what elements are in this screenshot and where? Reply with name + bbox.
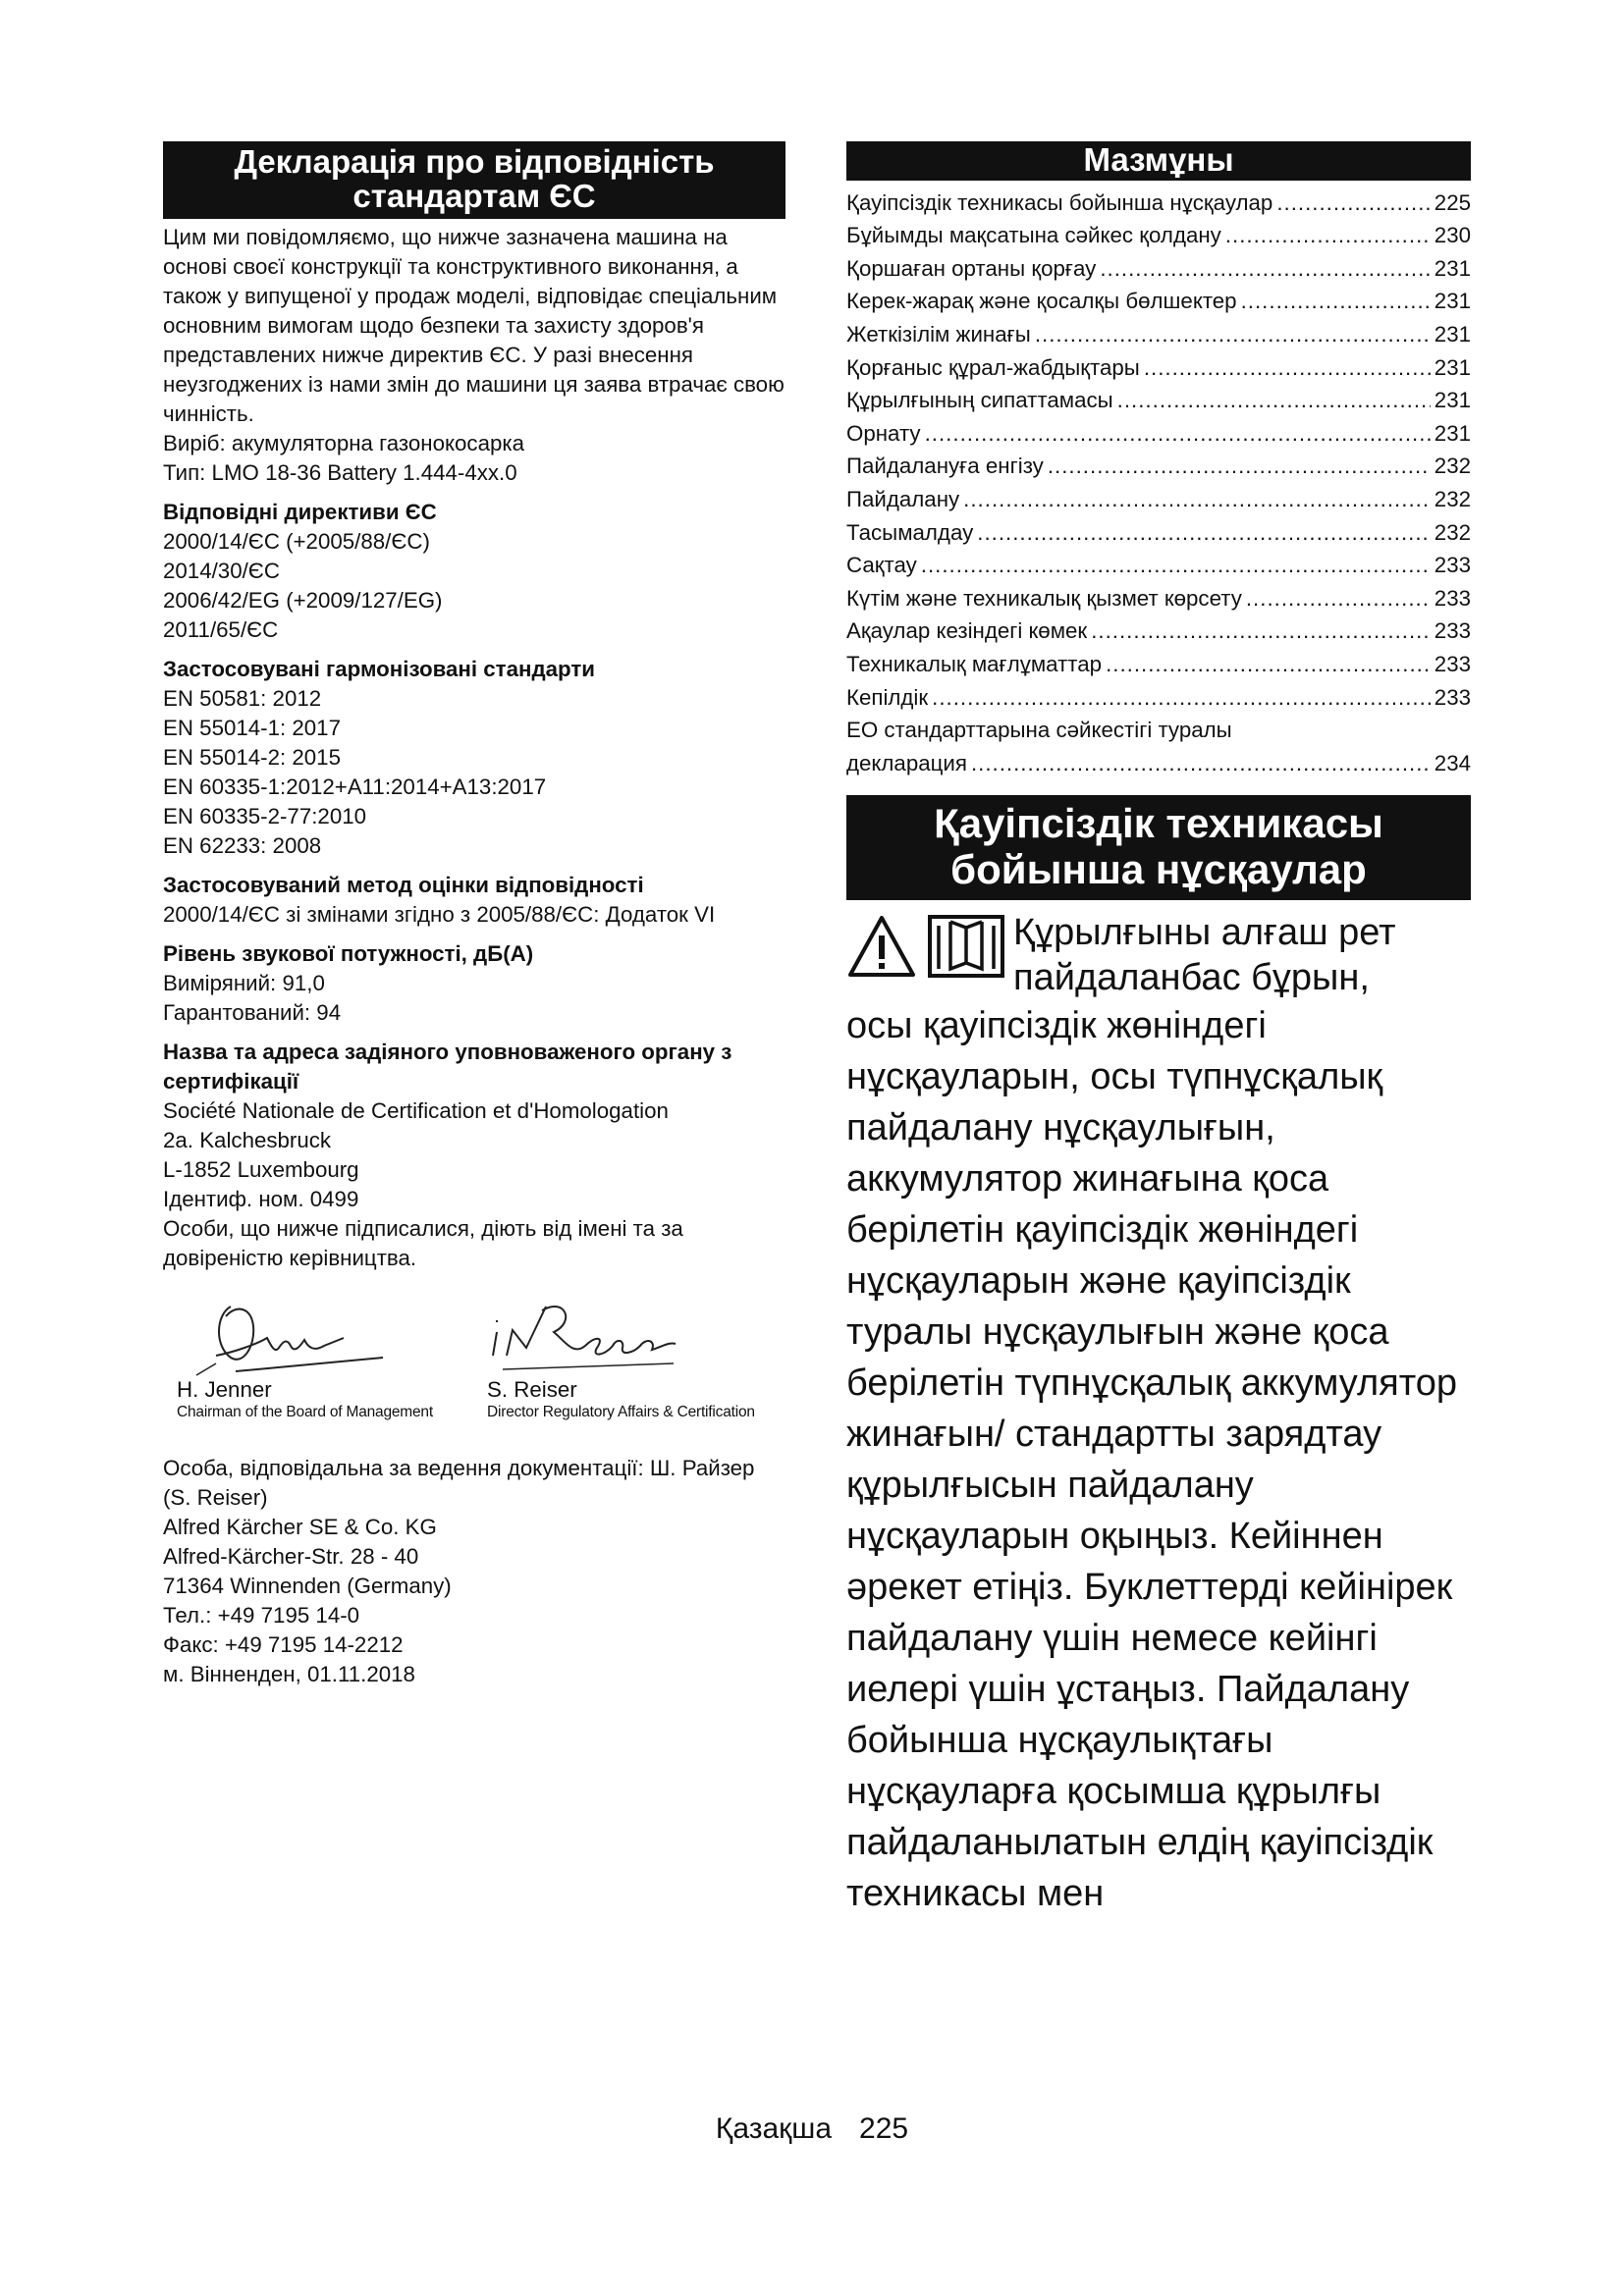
signer1-role: Chairman of the Board of Management <box>177 1404 433 1421</box>
footer-language: Қазақша <box>715 2112 833 2145</box>
declaration-title-line2: стандартам ЄС <box>352 177 596 214</box>
contents-column <box>846 141 1471 1919</box>
phone-line: Тел.: +49 7195 14-0 <box>163 1603 360 1629</box>
product-line: Виріб: акумуляторна газонокосарка <box>163 431 525 456</box>
manual-book-icon <box>927 914 1005 979</box>
directive-item: 2014/30/ЄС <box>163 559 280 584</box>
safety-intro <box>846 910 1471 1919</box>
standards-heading: Застосовувані гармонізовані стандарти <box>163 657 595 682</box>
declaration-intro: Цим ми повідомляємо, що нижче зазначена машина на основі своєї конструкції та конструктивного виконання, а також у випущеної у продаж моделі, відповідає спеціальним основним вимогам щодо безпеки та захисту здоров'я представлених нижче директив ЄС. У разі внесення неузгоджених із нами змін до машини ця заява втрачає свою чинність. <box>163 225 785 427</box>
toc-item[interactable]: Бұйымды мақсатына сәйкес қолдану ..... 230 <box>846 219 1471 252</box>
standard-item: EN 50581: 2012 <box>163 686 322 712</box>
place-date-line: м. Вінненден, 01.11.2018 <box>163 1662 415 1687</box>
signatures <box>163 1287 785 1454</box>
toc-item[interactable]: Кепілдік ..... 233 <box>846 681 1471 715</box>
directives-heading: Відповідні директиви ЄС <box>163 500 437 525</box>
notified-body-heading: Назва та адреса задіяного уповноваженого органу з сертифікації <box>163 1040 732 1095</box>
sound-guaranteed: Гарантований: 94 <box>163 1000 342 1026</box>
toc-item[interactable]: Күтім және техникалық қызмет көрсету ..... 233 <box>846 582 1471 615</box>
toc-item[interactable]: Құрылғының сипаттамасы ..... 231 <box>846 384 1471 417</box>
toc-item-declaration-line1: ЕО стандарттарына сәйкестігі туралы <box>846 718 1232 743</box>
toc-item[interactable]: Техникалық мағлұматтар ..... 233 <box>846 648 1471 681</box>
signature-jenner-image <box>177 1287 403 1377</box>
standard-item: EN 60335-1:2012+A11:2014+A13:2017 <box>163 774 547 800</box>
safety-body: осы қауіпсіздік жөніндегі нұсқауларын, осы түпнұсқалық пайдалану нұсқаулығын, аккумулятор жинағына қоса берілетін қауіпсіздік жөніндегі нұсқауларын және қауіпсіздік туралы нұсқаулығын және қоса берілетін түпнұсқалық аккумулятор жинағын/ стандартты зарядтау құрылғысын пайдалану нұсқауларын оқыңыз. Кейіннен әрекет етіңіз. Буклеттерді кейінірек пайдалану үшін немесе кейінгі иелері үшін ұстаңыз. Пайдалану бойынша нұсқаулықтағы нұсқауларға қосымша құрылғы пайдаланылатын елдің қауіпсіздік техникасы мен <box>846 1004 1457 1914</box>
toc-item[interactable]: Сақтау ..... 233 <box>846 549 1471 582</box>
sound-measured: Виміряний: 91,0 <box>163 971 325 996</box>
notified-body-line: L-1852 Luxembourg <box>163 1157 359 1183</box>
toc-item-declaration-line2: декларация <box>846 750 967 775</box>
page-footer <box>0 2112 1624 2146</box>
toc-item[interactable]: Орнату ..... 231 <box>846 417 1471 451</box>
toc-title: Мазмұны <box>846 141 1471 181</box>
doc-responsible: Особа, відповідальна за ведення документації: Ш. Райзер (S. Reiser) <box>163 1456 755 1511</box>
warning-triangle-icon <box>846 914 917 979</box>
toc-item[interactable]: Тасымалдау ..... 232 <box>846 516 1471 550</box>
standard-item: EN 62233: 2008 <box>163 833 322 859</box>
address-line: Alfred-Kärcher-Str. 28 - 40 <box>163 1544 419 1570</box>
directive-item: 2006/42/EG (+2009/127/EG) <box>163 588 443 614</box>
standard-item: EN 60335-2-77:2010 <box>163 804 367 829</box>
signers-note: Особи, що нижче підписалися, діють від імені та за довіреністю керівництва. <box>163 1216 683 1271</box>
type-line: Тип: LMO 18-36 Battery 1.444-4xx.0 <box>163 460 517 486</box>
signer1-name: H. Jenner <box>177 1377 272 1403</box>
toc-item[interactable]: Пайдалану ..... 232 <box>846 483 1471 516</box>
signature-block-reiser <box>487 1287 755 1422</box>
signature-block-jenner <box>177 1287 433 1422</box>
method-text: 2000/14/ЄС зі змінами згідно з 2005/88/ЄС: Додаток VI <box>163 902 716 928</box>
toc-item-declaration[interactable] <box>846 714 1471 779</box>
directive-item: 2011/65/ЄС <box>163 617 279 643</box>
sound-heading: Рівень звукової потужності, дБ(А) <box>163 941 534 967</box>
toc-item[interactable]: Ақаулар кезіндегі көмек ..... 233 <box>846 614 1471 648</box>
declaration-title-line1: Декларація про відповідність <box>234 143 715 180</box>
fax-line: Факс: +49 7195 14-2212 <box>163 1632 404 1658</box>
standard-item: EN 55014-1: 2017 <box>163 716 341 741</box>
signer2-name: S. Reiser <box>487 1377 577 1403</box>
notified-body-line: Ідентиф. ном. 0499 <box>163 1187 359 1212</box>
toc-item[interactable]: Қауіпсіздік техникасы бойынша нұсқаулар ..... 225 <box>846 187 1471 220</box>
method-heading: Застосовуваний метод оцінки відповідності <box>163 873 644 898</box>
safety-first-line1: Құрылғыны алғаш рет <box>1013 911 1396 953</box>
safety-title-line1: Қауіпсіздік техникасы <box>934 800 1383 847</box>
safety-title-line2: бойынша нұсқаулар <box>950 845 1367 892</box>
toc-item[interactable]: Қоршаған ортаны қорғау ..... 231 <box>846 252 1471 286</box>
address-line: Alfred Kärcher SE & Co. KG <box>163 1515 437 1540</box>
safety-first-line2: пайдаланбас бұрын, <box>1013 956 1370 998</box>
toc-item-declaration-page: 234 <box>1434 750 1471 775</box>
address-line: 71364 Winnenden (Germany) <box>163 1574 452 1599</box>
footer-page-number: 225 <box>859 2112 909 2145</box>
table-of-contents <box>846 187 1471 780</box>
standard-item: EN 55014-2: 2015 <box>163 745 341 771</box>
notified-body-line: 2a. Kalchesbruck <box>163 1128 332 1153</box>
toc-item[interactable]: Пайдалануға енгізу ..... 232 <box>846 450 1471 483</box>
notified-body-line: Société Nationale de Certification et d'Homologation <box>163 1098 669 1124</box>
toc-item[interactable]: Жеткізілім жинағы ..... 231 <box>846 318 1471 351</box>
directive-item: 2000/14/ЄС (+2005/88/ЄС) <box>163 529 430 555</box>
toc-item[interactable]: Керек-жарақ және қосалқы бөлшектер ..... 231 <box>846 285 1471 318</box>
signer2-role: Director Regulatory Affairs & Certification <box>487 1404 755 1421</box>
signature-reiser-image <box>487 1287 683 1377</box>
toc-item[interactable]: Қорғаныс құрал-жабдықтары ..... 231 <box>846 351 1471 385</box>
declaration-title <box>163 141 785 219</box>
safety-title <box>846 795 1471 899</box>
declaration-column <box>163 141 785 1689</box>
